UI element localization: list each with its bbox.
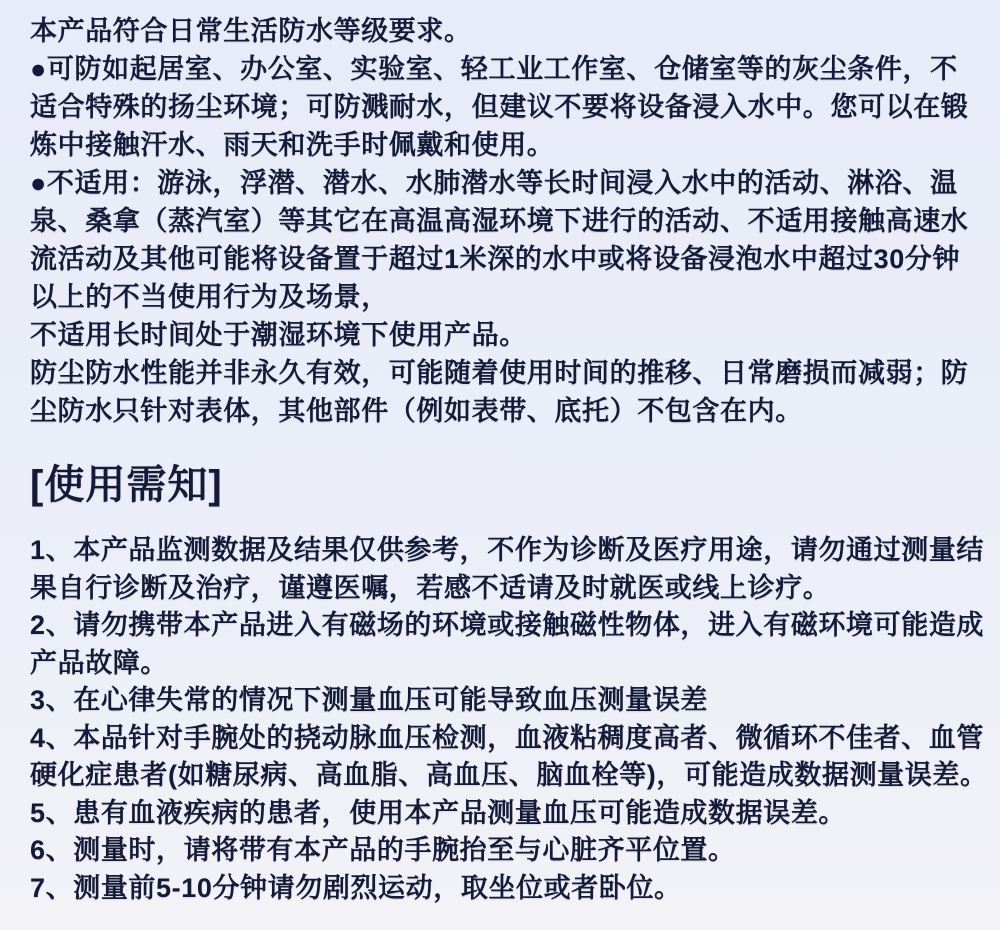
note-line: 3、在心律失常的情况下测量血压可能导致血压测量误差	[30, 685, 709, 715]
intro-line: 流活动及其他可能将设备置于超过1米深的水中或将设备浸泡水中超过30分钟	[30, 244, 961, 274]
note-line: 产品故障。	[30, 647, 168, 678]
intro-line: 不适用长时间处于潮湿环境下使用产品。	[30, 320, 527, 350]
usage-notes-heading: [使用需知]	[30, 463, 223, 507]
note-line: 5、患有血液疾病的患者，使用本产品测量血压可能造成数据误差。	[30, 797, 847, 828]
intro-line: 以上的不当使用行为及场景，	[30, 282, 389, 312]
note-line: 4、本品针对手腕处的挠动脉血压检测，血液粘稠度高者、微循环不佳者、血管	[30, 722, 985, 753]
waterproof-intro-section	[30, 12, 970, 430]
intro-line: ●可防如起居室、办公室、实验室、轻工业工作室、仓储室等的灰尘条件，不	[30, 54, 958, 84]
intro-line: 防尘防水性能并非永久有效，可能随着使用时间的推移、日常磨损而减弱；防	[30, 358, 969, 388]
intro-line: 本产品符合日常生活防水等级要求。	[30, 16, 472, 46]
note-line: 7、测量前5-10分钟请勿剧烈运动，取坐位或者卧位。	[30, 872, 682, 903]
intro-line: ●不适用：游泳，浮潜、潜水、水肺潜水等长时间浸入水中的活动、淋浴、温	[30, 168, 958, 198]
note-line: 果自行诊断及治疗，谨遵医嘱，若感不适请及时就医或线上诊疗。	[30, 572, 831, 603]
intro-line: 尘防水只针对表体，其他部件（例如表带、底托）不包含在内。	[30, 396, 803, 426]
note-line: 硬化症患者(如糖尿病、高血脂、高血压、脑血栓等)，可能造成数据测量误差。	[30, 760, 988, 790]
intro-line: 泉、桑拿（蒸汽室）等其它在高温高湿环境下进行的活动、不适用接触高速水	[30, 206, 969, 236]
usage-notes-section	[30, 532, 988, 907]
note-line: 2、请勿携带本产品进入有磁场的环境或接触磁性物体，进入有磁环境可能造成	[30, 610, 985, 640]
note-line: 6、测量时，请将带有本产品的手腕抬至与心脏齐平位置。	[30, 835, 736, 865]
note-line: 1、本产品监测数据及结果仅供参考，不作为诊断及医疗用途，请勿通过测量结	[30, 535, 985, 565]
intro-line: 炼中接触汗水、雨天和洗手时佩戴和使用。	[30, 130, 555, 160]
intro-line: 适合特殊的扬尘环境；可防溅耐水，但建议不要将设备浸入水中。您可以在锻	[30, 92, 969, 122]
